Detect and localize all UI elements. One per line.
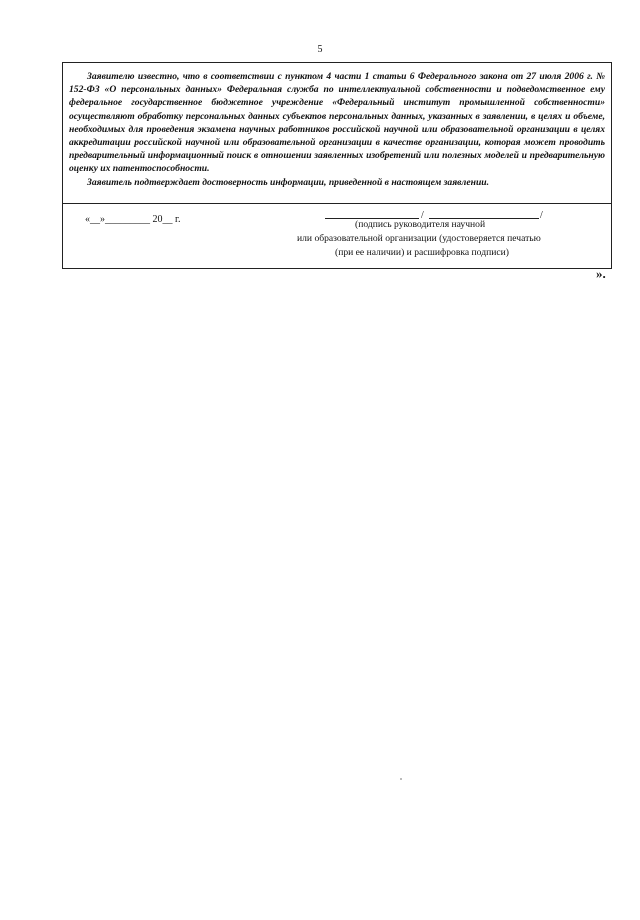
- closing-quote-mark: ».: [596, 266, 606, 281]
- scan-artifact: [400, 778, 402, 780]
- notice-paragraph: Заявителю известно, что в соответствии с пунктом 4 части 1 статьи 6 Федерального закона от 27 июля 2006 г. № 152-ФЗ «О персональных данных» Федеральная служба по интеллектуальной собственности и подведомственное ему федеральное государственное бюджетное учреждение «Федеральный институт промышленной собственности» осуществляют обработку персональных данных субъектов персональных данных, указанных в заявлении, в целях и объеме, необходимых для проведения экзамена научных работников российской научной или образовательной организации в целях аккредитации российской научной или образовательной организации в качестве организации, которая может проводить предварительный информационный поиск в отношении заявленных изобретений или полезных моделей и предварительную оценку их патентоспособности.: [69, 71, 605, 175]
- confirmation-paragraph: Заявитель подтверждает достоверность информации, приведенной в настоящем заявлении.: [87, 176, 490, 188]
- signature-slash-end: /: [540, 210, 543, 221]
- signature-caption-line-3: (при ее наличии) и расшифровка подписи): [335, 247, 509, 258]
- signature-field[interactable]: [325, 207, 545, 219]
- signature-caption-line-2: или образовательной организации (удостоверяется печатью: [297, 233, 541, 244]
- page-number: 5: [317, 44, 323, 55]
- personal-data-notice: [63, 63, 611, 204]
- signature-section: [63, 204, 611, 268]
- form-box: [62, 62, 612, 269]
- signature-slash: /: [421, 210, 424, 221]
- signature-caption-line-1: (подпись руководителя научной: [355, 219, 486, 230]
- date-field[interactable]: «__»_________ 20__ г.: [85, 214, 181, 225]
